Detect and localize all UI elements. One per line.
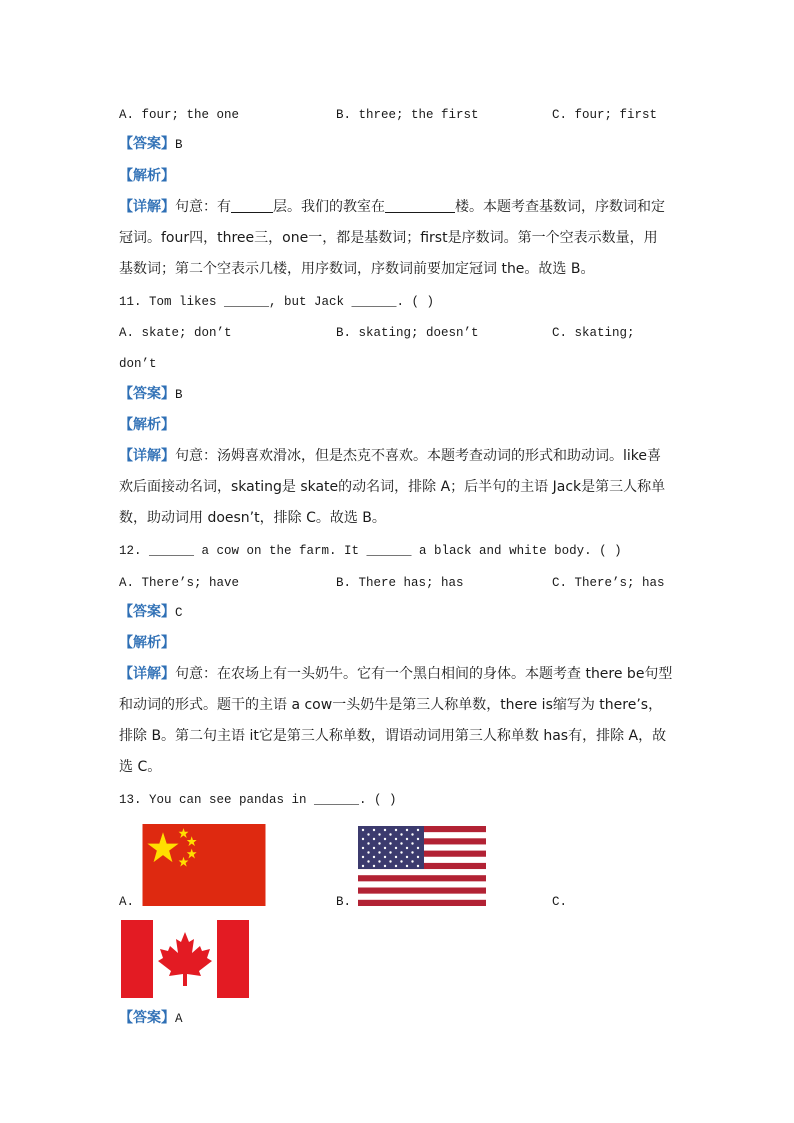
q13-answer [119, 1007, 183, 1029]
q12-option-c: C. There’s; has [552, 576, 665, 590]
q11-option-c: C. skating; [552, 326, 635, 340]
answer-value: B [175, 138, 183, 152]
detail-tag: 【详解】 [119, 199, 175, 215]
china-flag-icon [140, 824, 268, 906]
detail-text: 句意：在农场上有一头奶牛。它有一个黑白相间的身体。本题考查 there be句型 [175, 666, 673, 682]
analysis-tag: 【解析】 [119, 417, 175, 433]
q12-detail-line-3: 排除 B。第二句主语 it它是第三人称单数，谓语动词用第三人称单数 has有，排除 A，故 [119, 728, 667, 744]
q13-option-a: A. [119, 895, 135, 909]
detail-text: 楼。本题考查基数词，序数词和定 [455, 199, 665, 215]
answer-value: B [175, 388, 183, 402]
q11-detail-line-2: 欢后面接动名词，skating是 skate的动名词，排除 A；后半句的主语 Jack是第三人称单 [119, 479, 666, 495]
q10-answer [119, 133, 183, 155]
q11-stem: 11. Tom likes ______, but Jack ______. ( ) [119, 295, 435, 309]
q10-detail-line-1 [119, 197, 665, 217]
q12-option-b: B. There has; has [336, 576, 464, 590]
detail-text: 句意：汤姆喜欢滑冰，但是杰克不喜欢。本题考查动词的形式和助动词。like喜 [175, 448, 661, 464]
q11-option-a: A. skate; don’t [119, 326, 232, 340]
q12-detail-line-2: 和动词的形式。题干的主语 a cow一头奶牛是第三人称单数，there is缩写为 there’s， [119, 697, 663, 713]
q11-option-c-cont: don’t [119, 357, 157, 371]
q12-detail-line-1 [119, 664, 672, 684]
detail-tag: 【详解】 [119, 666, 175, 682]
detail-tag: 【详解】 [119, 448, 175, 464]
detail-text: 句意：有 [175, 199, 231, 215]
answer-tag: 【答案】 [119, 386, 175, 402]
analysis-tag: 【解析】 [119, 635, 175, 651]
q11-detail-line-1 [119, 446, 661, 466]
q13-option-c: C. [552, 895, 568, 909]
answer-tag: 【答案】 [119, 136, 175, 152]
analysis-tag: 【解析】 [119, 168, 175, 184]
q12-detail-line-4: 选 C。 [119, 759, 162, 775]
q12-analysis [119, 632, 175, 653]
q12-option-a: A. There’s; have [119, 576, 240, 590]
q10-detail-line-2: 冠词。four四，three三，one一，都是基数词；first是序数词。第一个空表示数量，用 [119, 230, 658, 246]
blank-line [231, 198, 273, 213]
answer-value: A [175, 1012, 183, 1026]
q10-detail-line-3: 基数词；第二个空表示几楼，用序数词，序数词前要加定冠词 the。故选 B。 [119, 261, 595, 277]
q13-stem: 13. You can see pandas in ______. ( ) [119, 793, 397, 807]
blank-line [385, 198, 455, 213]
q10-option-c: C. four; first [552, 108, 658, 122]
answer-tag: 【答案】 [119, 1010, 175, 1026]
q10-option-b: B. three; the first [336, 108, 479, 122]
detail-text: 层。我们的教室在 [273, 199, 385, 215]
q10-option-a: A. four; the one [119, 108, 240, 122]
q12-answer [119, 601, 183, 623]
q11-detail-line-3: 数，助动词用 doesn’t，排除 C。故选 B。 [119, 510, 386, 526]
q11-option-b: B. skating; doesn’t [336, 326, 479, 340]
usa-flag-icon [358, 826, 486, 906]
q10-analysis [119, 165, 175, 186]
q13-option-b: B. [336, 895, 352, 909]
q12-stem: 12. ______ a cow on the farm. It ______ a black and white body. ( ) [119, 544, 622, 558]
answer-value: C [175, 606, 183, 620]
answer-tag: 【答案】 [119, 604, 175, 620]
q11-analysis [119, 414, 175, 435]
q11-answer [119, 383, 183, 405]
canada-flag-icon [121, 920, 249, 998]
